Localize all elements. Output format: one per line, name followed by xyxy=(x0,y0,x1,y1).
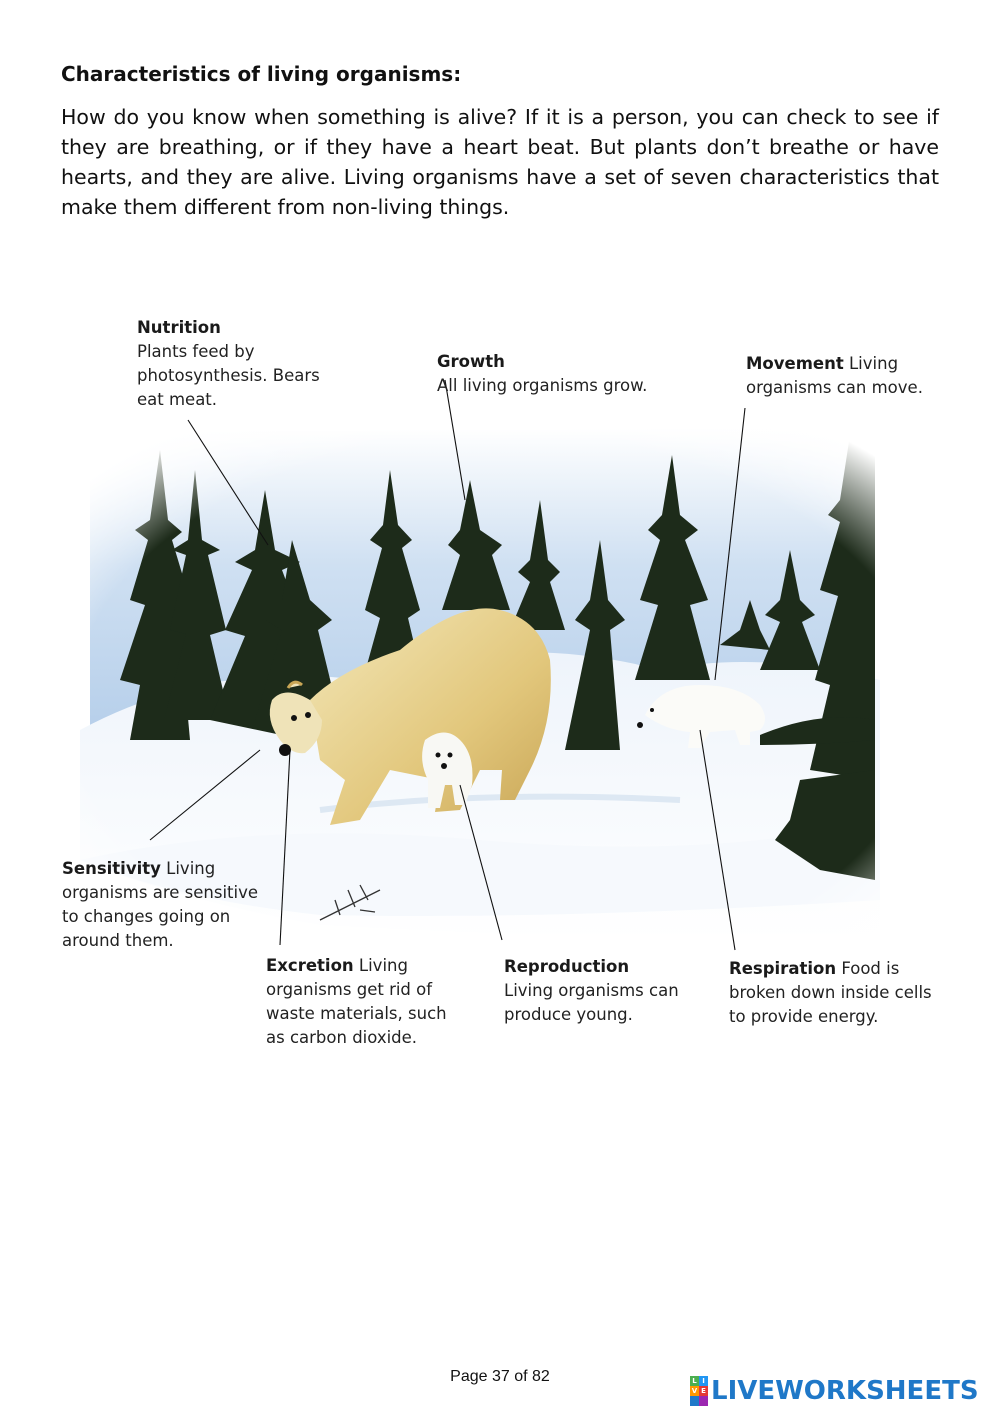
excretion-term: Excretion xyxy=(266,956,354,975)
label-respiration xyxy=(729,957,934,1029)
respiration-term: Respiration xyxy=(729,959,837,978)
reproduction-term: Reproduction xyxy=(504,957,630,976)
sensitivity-description: Living organisms are sensitive to changes going on around them. xyxy=(62,859,259,950)
label-movement xyxy=(746,352,936,400)
reproduction-description: Living organisms can produce young. xyxy=(504,981,679,1024)
page-number: Page 37 of 82 xyxy=(450,1368,550,1385)
page-heading: Characteristics of living organisms: xyxy=(61,62,462,86)
label-excretion xyxy=(266,954,461,1050)
liveworksheets-brand[interactable] xyxy=(690,1374,979,1408)
liveworksheets-wordmark: LIVEWORKSHEETS xyxy=(711,1376,979,1406)
label-growth xyxy=(437,350,677,398)
movement-term: Movement xyxy=(746,354,844,373)
movement-description: Living organisms can move. xyxy=(746,354,923,397)
characteristics-figure xyxy=(60,300,940,1060)
label-nutrition xyxy=(137,316,337,412)
growth-term: Growth xyxy=(437,352,505,371)
label-reproduction xyxy=(504,955,684,1027)
label-sensitivity xyxy=(62,857,272,953)
excretion-description: Living organisms get rid of waste materials, such as carbon dioxide. xyxy=(266,956,447,1047)
respiration-description: Food is broken down inside cells to provide energy. xyxy=(729,959,932,1026)
intro-paragraph: How do you know when something is alive? If it is a person, you can check to see if they are breathing, or if they have a heart beat. But plants don’t breathe or have hearts, and they are alive. Living organisms have a set of seven characteristics that make them different from non-living things. xyxy=(61,105,939,219)
sensitivity-term: Sensitivity xyxy=(62,859,161,878)
growth-description: All living organisms grow. xyxy=(437,376,648,395)
liveworksheets-logo-icon: L I V E xyxy=(690,1376,708,1406)
nutrition-description: Plants feed by photosynthesis. Bears eat meat. xyxy=(137,342,320,409)
nutrition-term: Nutrition xyxy=(137,318,221,337)
